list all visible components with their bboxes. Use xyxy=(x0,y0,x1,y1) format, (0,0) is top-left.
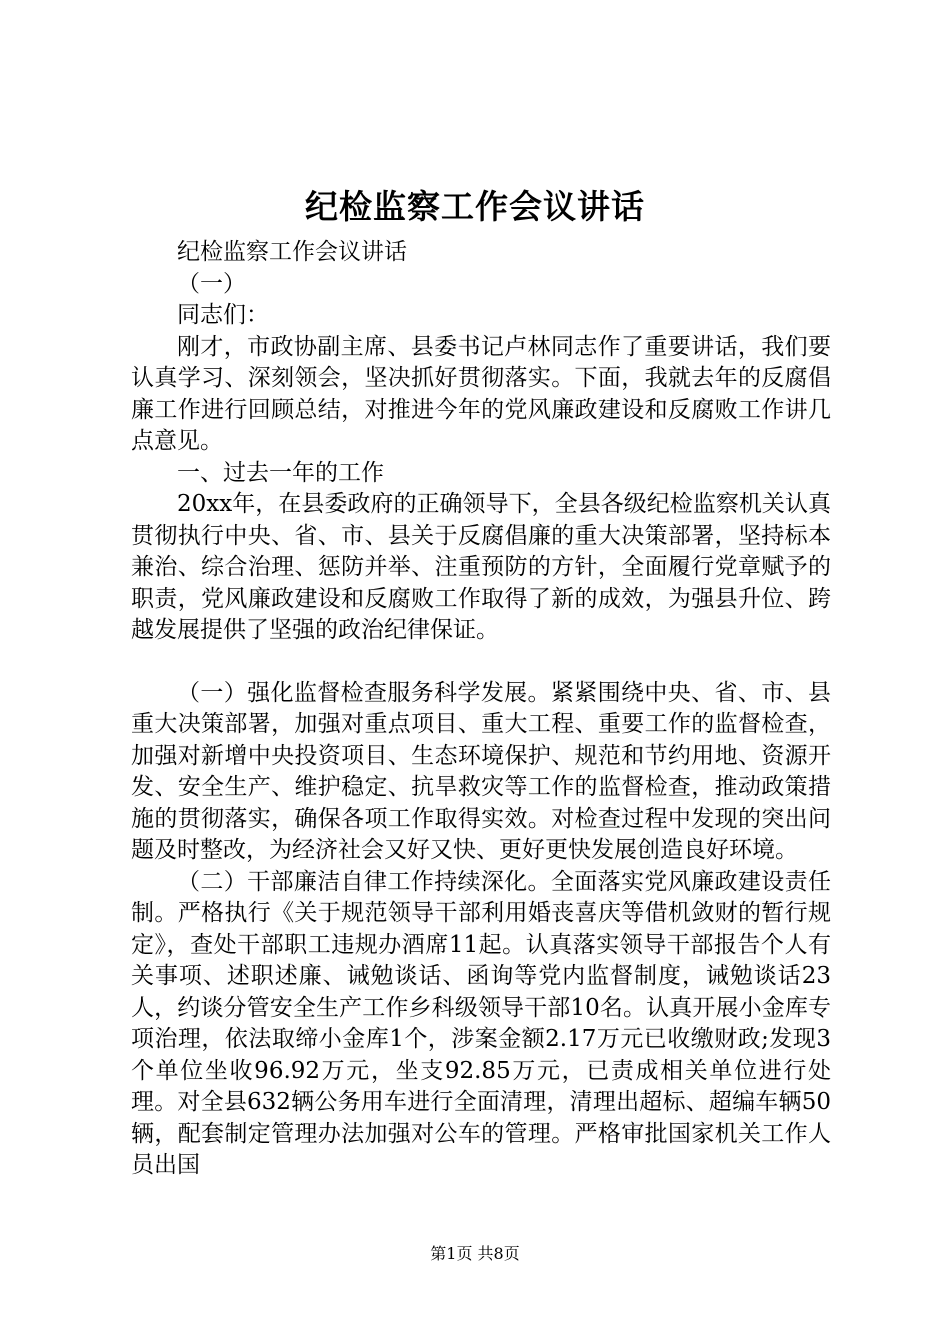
summary-paragraph: 20xx年，在县委政府的正确领导下，全县各级纪检监察机关认真贯彻执行中央、省、市、县关于反腐倡廉的重大决策部署，坚持标本兼治、综合治理、惩防并举、注重预防的方针，全面履行党章赋予的职责，党风廉政建设和反腐败工作取得了新的成效，为强县升位、跨越发展提供了坚强的政治纪律保证。 xyxy=(131,491,831,643)
subtitle-paragraph: 纪检监察工作会议讲话 xyxy=(177,239,407,265)
self-discipline-paragraph: （二）干部廉洁自律工作持续深化。全面落实党风廉政建设责任制。严格执行《关于规范领导干部利用婚丧喜庆等借机敛财的暂行规定》，查处干部职工违规办酒席11起。认真落实领导干部报告个人有关事项、述职述廉、诫勉谈话、函询等党内监督制度，诫勉谈话23人，约谈分管安全生产工作乡科级领导干部10名。认真开展小金库专项治理，依法取缔小金库1个，涉案金额2.17万元已收缴财政;发现3个单位坐收96.92万元，坐支92.85万元，已责成相关单位进行处理。对全县632辆公务用车进行全面清理，清理出超标、超编车辆50辆，配套制定管理办法加强对公车的管理。严格审批国家机关工作人员出国 xyxy=(131,868,831,1178)
section-number-paragraph: （一） xyxy=(177,270,246,297)
document-body xyxy=(131,237,831,1182)
page-number-footer: 第1页 共8页 xyxy=(430,1244,520,1263)
supervision-paragraph: （一）强化监督检查服务科学发展。紧紧围绕中央、省、市、县重大决策部署，加强对重点项目、重大工程、重要工作的监督检查，加强对新增中央投资项目、生态环境保护、规范和节约用地、资源开发、安全生产、维护稳定、抗旱救灾等工作的监督检查，推动政策措施的贯彻落实，确保各项工作取得实效。对检查过程中发现的突出问题及时整改，为经济社会又好又快、更好更快发展创造良好环境。 xyxy=(131,679,831,863)
intro-paragraph: 刚才，市政协副主席、县委书记卢林同志作了重要讲话，我们要认真学习、深刻领会，坚决抓好贯彻落实。下面，我就去年的反腐倡廉工作进行回顾总结，对推进今年的党风廉政建设和反腐败工作讲几点意见。 xyxy=(131,333,831,454)
salutation-paragraph: 同志们： xyxy=(177,302,269,328)
document-title: 纪检监察工作会议讲话 xyxy=(305,187,645,226)
section-heading: 一、过去一年的工作 xyxy=(177,459,384,486)
